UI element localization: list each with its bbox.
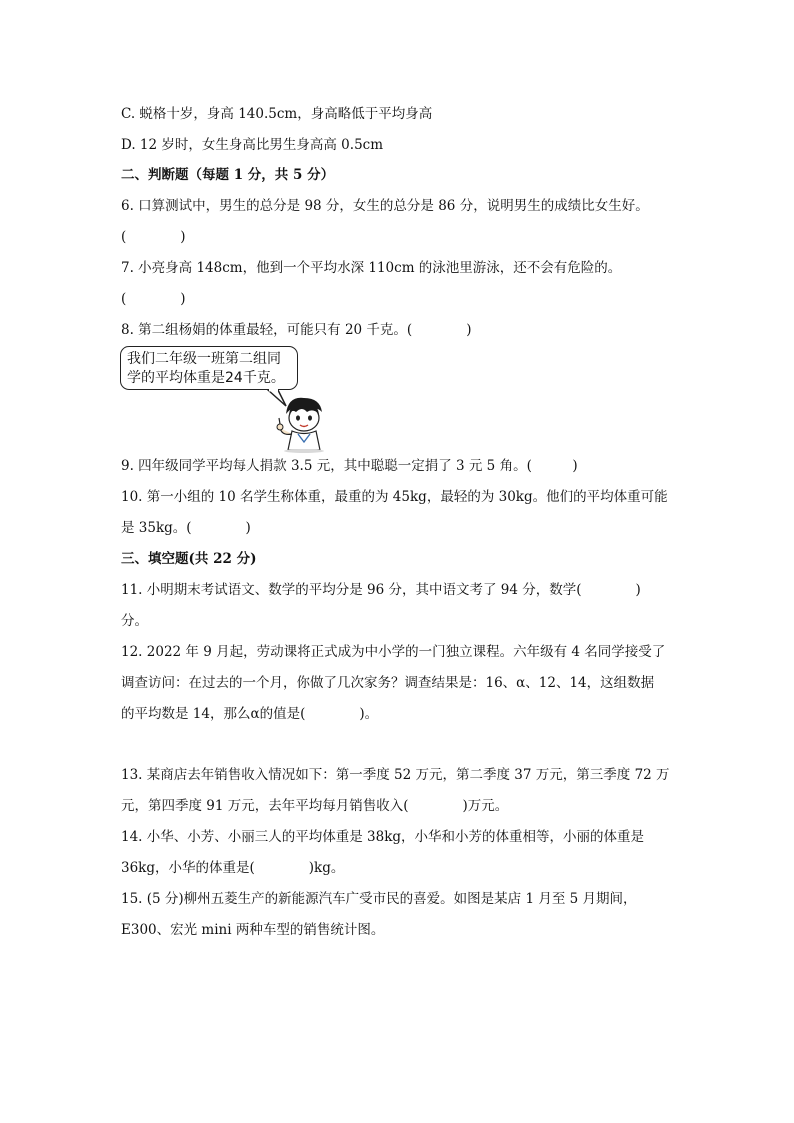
speech-bubble-line-1: 我们二年级一班第二组同 (127, 351, 281, 367)
question-10-line-2: 是 35kg。( ) (121, 520, 251, 536)
question-10-line-1: 10. 第一小组的 10 名学生称体重，最重的为 45kg，最轻的为 30kg。他们的平均体重可能 (121, 489, 668, 505)
line-option-d: D. 12 岁时，女生身高比男生身高高 0.5cm (121, 137, 384, 153)
question-11-line-2: 分。 (121, 613, 148, 629)
speech-bubble (120, 346, 298, 390)
question-15-line-2: E300、宏光 mini 两种车型的销售统计图。 (121, 922, 385, 938)
answer-blank-6[interactable]: ( ) (121, 229, 186, 245)
answer-blank-7[interactable]: ( ) (121, 291, 186, 307)
question-14-line-2: 36kg，小华的体重是( )kg。 (121, 860, 345, 876)
speech-bubble-line-2: 学的平均体重是24千克。 (127, 370, 285, 386)
section-title-fill-blank: 三、填空题(共 22 分) (121, 551, 257, 567)
question-9: 9. 四年级同学平均每人捐款 3.5 元，其中聪聪一定捐了 3 元 5 角。( ) (121, 458, 578, 474)
line-option-c: C. 蜕格十岁，身高 140.5cm，身高略低于平均身高 (121, 106, 433, 122)
question-8: 8. 第二组杨娟的体重最轻，可能只有 20 千克。( ) (121, 322, 472, 338)
question-12-line-2: 调查访问：在过去的一个月，你做了几次家务？调查结果是：16、α、12、14，这组数据 (121, 675, 655, 691)
illustration-boy-speech (118, 344, 338, 454)
question-14-line-1: 14. 小华、小芳、小丽三人的平均体重是 38kg，小华和小芳的体重相等，小丽的体重是 (121, 829, 645, 845)
question-12-line-1: 12. 2022 年 9 月起，劳动课将正式成为中小学的一门独立课程。六年级有 4 名同学接受了 (121, 644, 666, 660)
section-title-judgment: 二、判断题（每题 1 分，共 5 分） (121, 167, 335, 183)
question-13-line-2: 元，第四季度 91 万元，去年平均每月销售收入( )万元。 (121, 798, 509, 814)
question-6: 6. 口算测试中，男生的总分是 98 分，女生的总分是 86 分，说明男生的成绩比女生好。 (121, 198, 649, 214)
question-11-line-1: 11. 小明期末考试语文、数学的平均分是 96 分，其中语文考了 94 分，数学( ) (121, 582, 641, 598)
question-15-line-1: 15. (5 分)柳州五菱生产的新能源汽车广受市民的喜爱。如图是某店 1 月至 5 月期间， (121, 891, 637, 907)
question-13-line-1: 13. 某商店去年销售收入情况如下：第一季度 52 万元，第二季度 37 万元，第三季度 72 万 (121, 767, 670, 783)
question-7: 7. 小亮身高 148cm，他到一个平均水深 110cm 的泳池里游泳，还不会有危险的。 (121, 260, 622, 276)
question-12-line-3: 的平均数是 14，那么α的值是( )。 (121, 706, 379, 722)
